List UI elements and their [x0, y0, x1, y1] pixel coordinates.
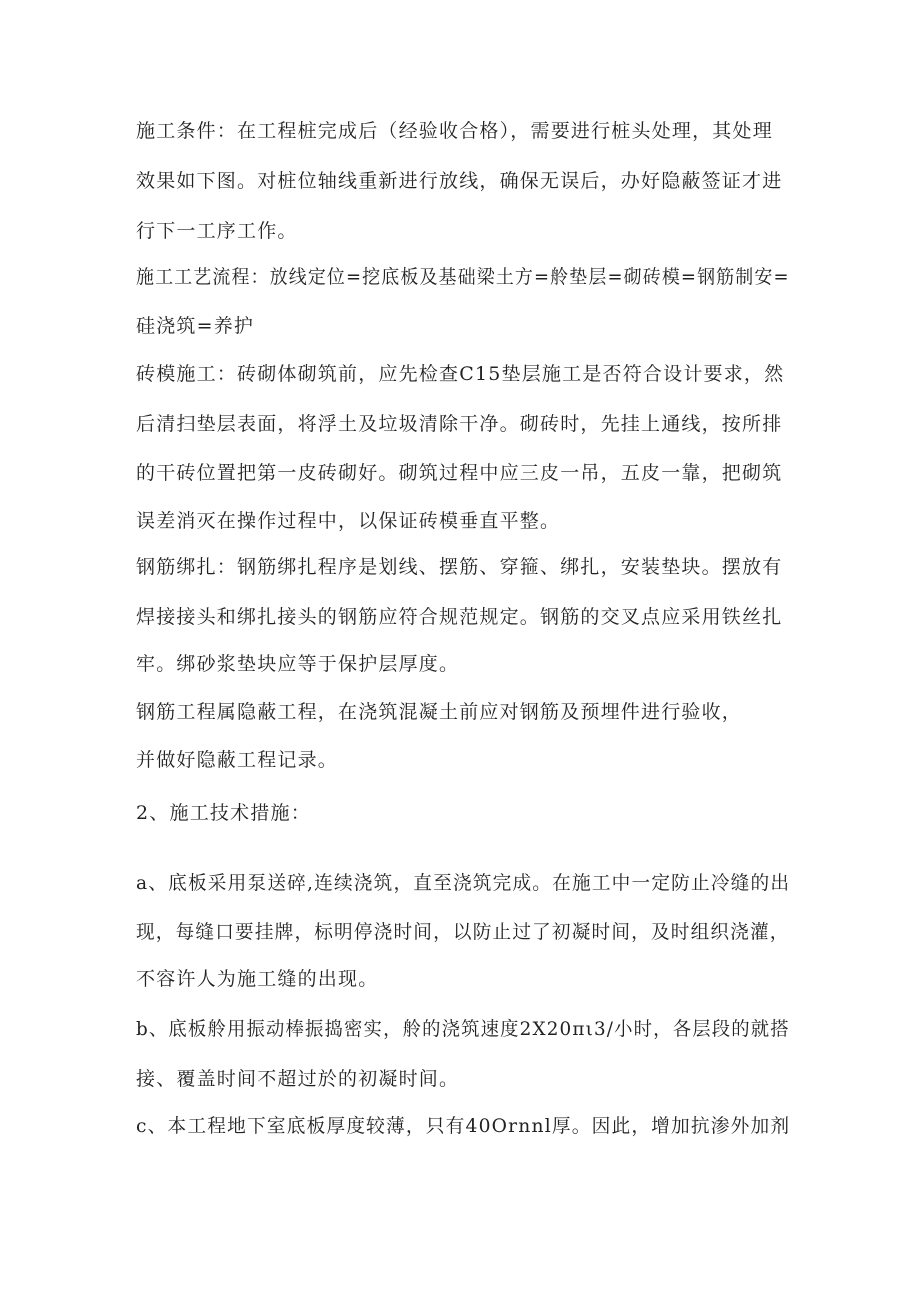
text-line: c、本工程地下室底板厚度较薄，只有40Ornnl厚。因此，增加抗渗外加剂	[136, 1115, 791, 1137]
text-line: 施工条件：在工程桩完成后（经验收合格），需要进行桩头处理，其处理	[136, 120, 773, 142]
text-line: 钢筋绑扎：钢筋绑扎程序是划线、摆筋、穿箍、绑扎，安装垫块。摆放有	[136, 556, 783, 578]
text-line: 焊接接头和绑扎接头的钢筋应符合规范规定。钢筋的交叉点应采用铁丝扎	[136, 606, 783, 628]
text-line: 砖模施工：砖砌体砌筑前，应先检查C15垫层施工是否符合设计要求，然	[136, 363, 785, 385]
section-heading: 2、施工技术措施：	[136, 802, 311, 824]
text-line: 现，每缝口要挂牌，标明停浇时间，以防止过了初凝时间，及时组织浇灌，	[136, 921, 790, 943]
text-line: 不容许人为施工缝的出现。	[136, 968, 379, 990]
text-line: 接、覆盖时间不超过於的初凝时间。	[136, 1068, 460, 1090]
text-line: 施工工艺流程：放线定位=挖底板及基础梁土方=舲垫层=砌砖模=钢筋制安=	[136, 266, 790, 288]
text-line: a、底板采用泵送碎,连续浇筑，直至浇筑完成。在施工中一定防止冷缝的出	[136, 872, 791, 894]
text-line: 后清扫垫层表面，将浮土及垃圾清除干净。砌砖时，先挂上通线，按所排	[136, 413, 783, 435]
text-line: 行下一工序工作。	[136, 220, 298, 242]
text-line: 的干砖位置把第一皮砖砌好。砌筑过程中应三皮一吊，五皮一靠，把砌筑	[136, 462, 783, 484]
text-line: 钢筋工程属隐蔽工程，在浇筑混凝土前应对钢筋及预埋件进行验收，	[136, 701, 743, 723]
text-line: b、底板舲用振动棒振捣密实，舲的浇筑速度2X20πι3/小时，各层段的就搭	[136, 1018, 790, 1040]
text-line: 牢。绑砂浆垫块应等于保护层厚度。	[136, 653, 460, 675]
text-line: 效果如下图。对桩位轴线重新进行放线，确保无误后，办好隐蔽签证才进	[136, 170, 783, 192]
text-line: 并做好隐蔽工程记录。	[136, 749, 339, 771]
text-line: 误差消灭在操作过程中，以保证砖模垂直平整。	[136, 510, 561, 532]
text-line: 硅浇筑=养护	[136, 315, 255, 337]
